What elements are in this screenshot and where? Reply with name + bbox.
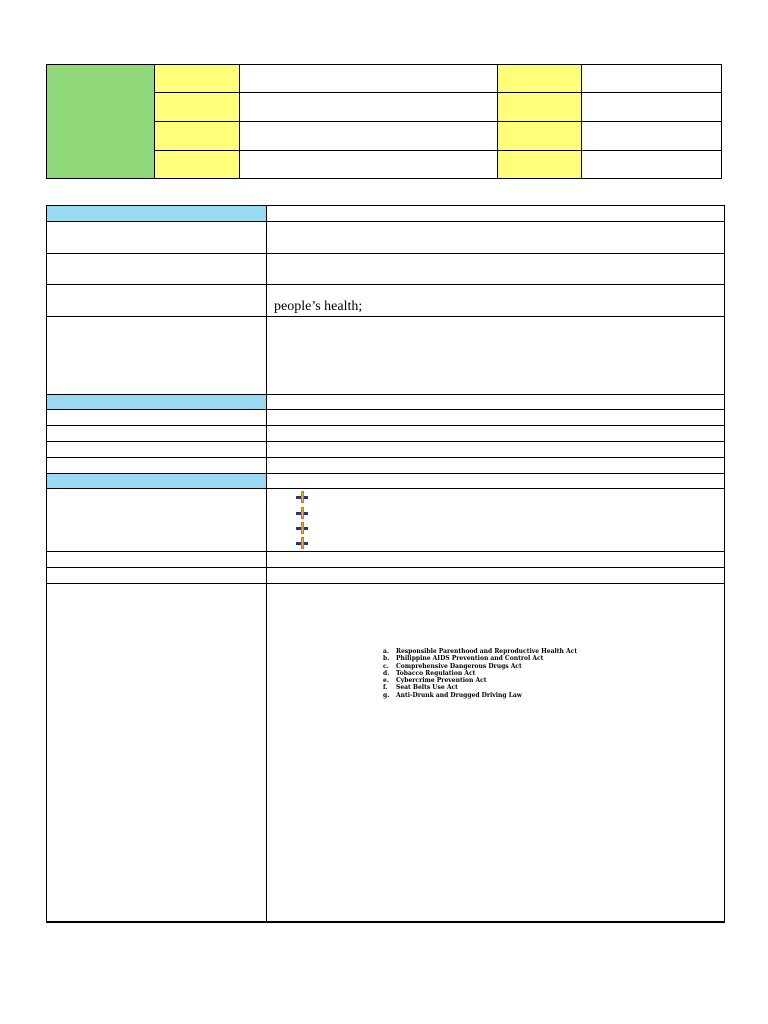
header-value-cell — [240, 64, 498, 93]
row-label-cell — [47, 254, 267, 284]
list-item: a. Responsible Parenthood and Reproductive Health Act — [383, 648, 578, 655]
header-label-cell — [498, 64, 582, 93]
table-row — [47, 317, 724, 395]
school-logo-cell — [46, 64, 155, 179]
section-header-cell — [47, 395, 267, 409]
plus-bullet-icon — [296, 491, 308, 503]
section-header-cell — [47, 474, 267, 488]
plus-bullet-icon — [296, 507, 308, 519]
header-label-cell — [155, 150, 240, 179]
row-label-cell — [47, 584, 267, 921]
plus-bullet-icon — [296, 522, 308, 534]
lesson-plan-table — [46, 205, 725, 923]
table-row — [47, 458, 724, 474]
row-label-cell — [47, 442, 267, 457]
header-value-cell — [240, 121, 498, 151]
row-label-cell — [47, 285, 267, 316]
header-value-cell — [240, 150, 498, 179]
header-value-cell — [582, 121, 722, 151]
row-label-cell — [47, 489, 267, 551]
table-row — [47, 584, 724, 922]
row-label-cell — [47, 317, 267, 394]
section-header-cell — [47, 206, 267, 221]
row-label-cell — [47, 458, 267, 473]
table-row — [47, 410, 724, 426]
header-value-cell — [240, 92, 498, 122]
table-row — [47, 426, 724, 442]
row-label-cell — [47, 568, 267, 583]
plus-bullet-icon — [296, 537, 308, 549]
list-item: f. Seat Belts Use Act — [383, 684, 458, 692]
header-value-cell — [582, 92, 722, 122]
header-value-cell — [582, 150, 722, 179]
table-row — [47, 568, 724, 584]
header-label-cell — [155, 121, 240, 151]
laws-list — [383, 648, 583, 699]
list-item: e. Cybercrime Prevention Act — [383, 677, 487, 685]
table-row — [47, 489, 724, 552]
list-item: d. Tobacco Regulation Act — [383, 669, 476, 677]
header-value-cell — [582, 64, 722, 93]
header-table — [155, 64, 722, 179]
header-label-cell — [155, 92, 240, 122]
header-label-cell — [498, 92, 582, 122]
table-row — [47, 285, 724, 317]
table-row — [47, 552, 724, 568]
row-label-cell — [47, 222, 267, 253]
header-label-cell — [155, 64, 240, 93]
row-label-cell — [47, 426, 267, 441]
header-label-cell — [498, 121, 582, 151]
objective-text: people’s health; — [274, 299, 363, 314]
table-row — [47, 254, 724, 285]
section-header-row — [47, 395, 724, 410]
section-header-row — [47, 474, 724, 489]
list-item: b. Philippine AIDS Prevention and Control Act — [383, 655, 544, 663]
list-item: c. Comprehensive Dangerous Drugs Act — [383, 662, 522, 670]
list-item: g. Anti-Drunk and Drugged Driving Law — [383, 691, 522, 699]
header-label-cell — [498, 150, 582, 179]
row-label-cell — [47, 410, 267, 425]
table-row — [47, 442, 724, 458]
section-header-row — [47, 206, 724, 222]
table-row — [47, 222, 724, 254]
row-label-cell — [47, 552, 267, 567]
